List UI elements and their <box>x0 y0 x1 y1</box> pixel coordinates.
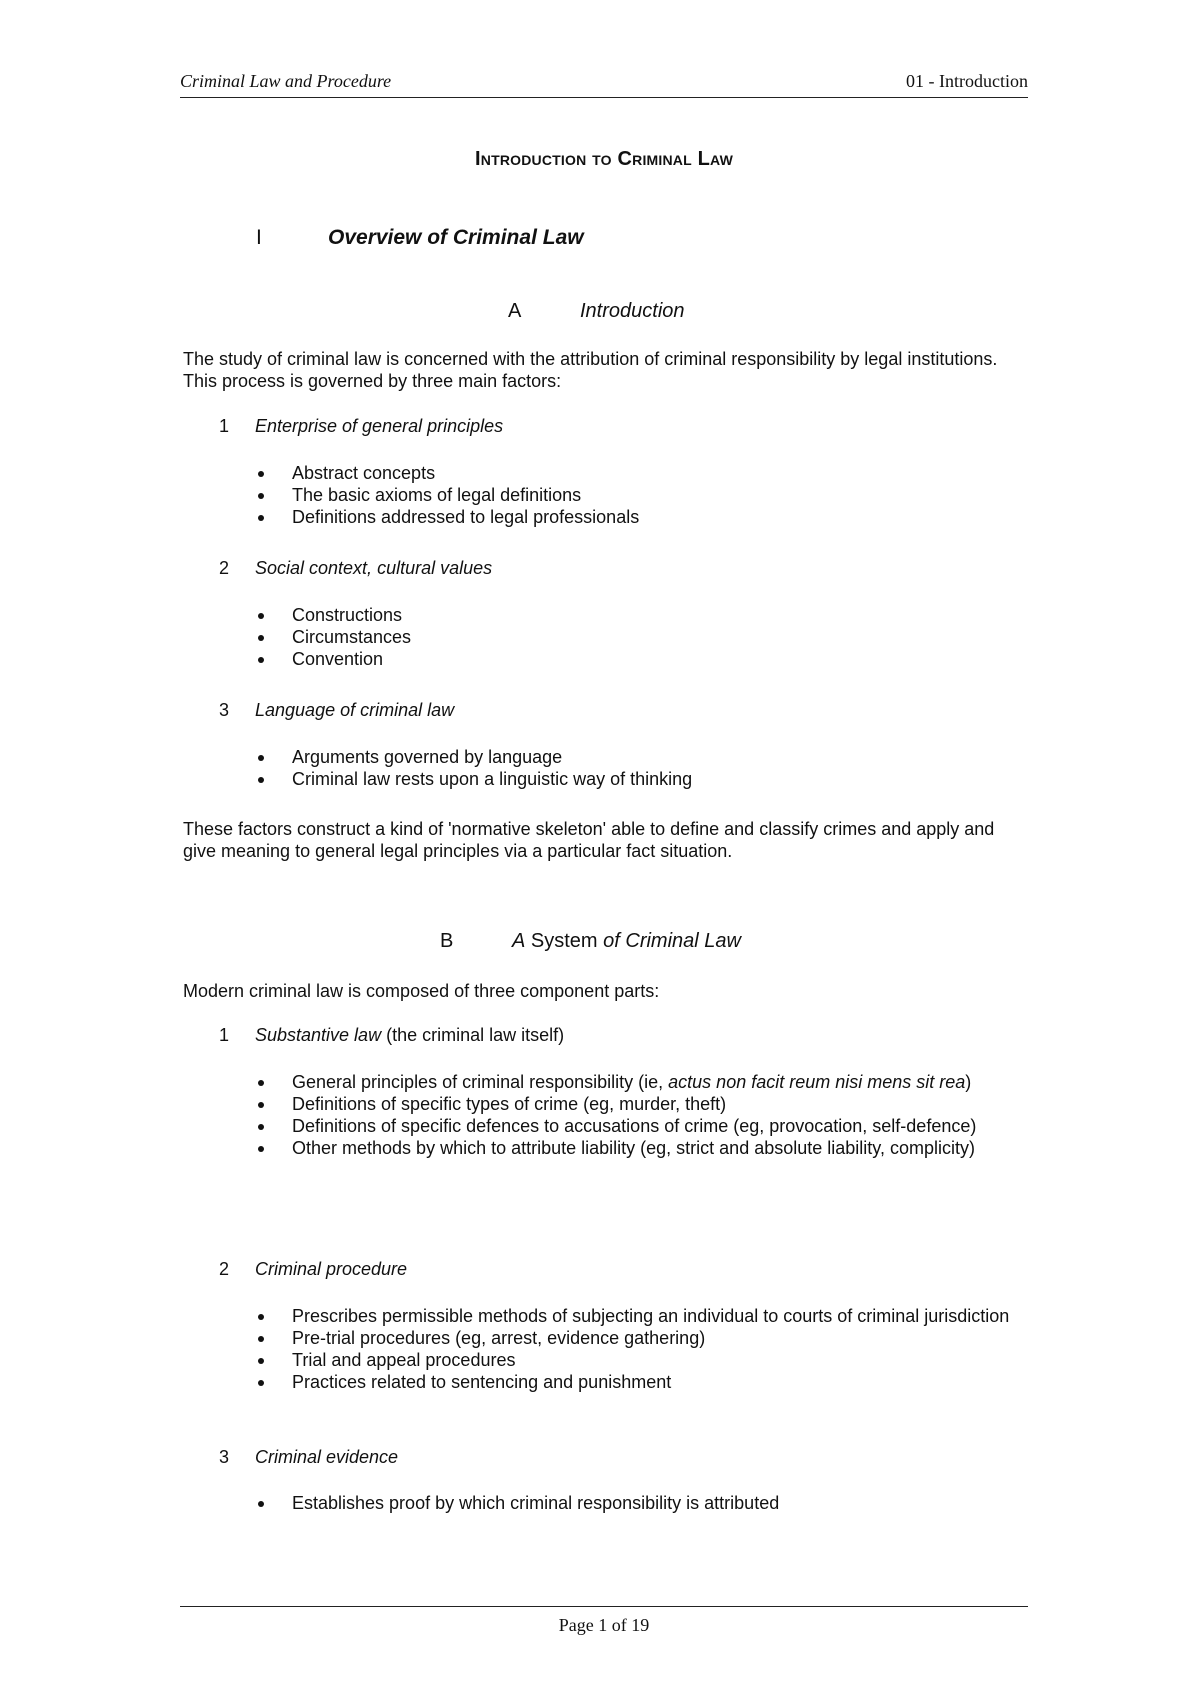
component-number: 1 <box>219 1025 230 1045</box>
subsection-letter: A <box>508 300 522 322</box>
list-item: Definitions of specific defences to accusations of crime (eg, provocation, self-defence) <box>256 1115 1026 1137</box>
bullet-list <box>256 1492 1026 1514</box>
document-title: Introduction to Criminal Law <box>475 148 733 170</box>
factor-title: Social context, cultural values <box>255 558 493 578</box>
subsection-title-part: System <box>525 930 604 952</box>
factor-heading <box>219 415 503 437</box>
list-item: Other methods by which to attribute liability (eg, strict and absolute liability, complicity) <box>256 1137 1026 1159</box>
page-footer <box>180 1606 1028 1636</box>
factor-heading <box>219 699 454 721</box>
list-item: Practices related to sentencing and punishment <box>256 1371 1026 1393</box>
list-item: Convention <box>256 648 1026 670</box>
page-number: Page 1 of 19 <box>558 1615 650 1635</box>
list-item: Pre-trial procedures (eg, arrest, evidence gathering) <box>256 1327 1026 1349</box>
bullet-list <box>256 1071 1026 1159</box>
conclusion-paragraph: These factors construct a kind of 'normative skeleton' able to define and classify crimes and apply and give meaning to general legal principles via a particular fact situation. <box>183 819 995 861</box>
subsection-letter: B <box>440 930 454 952</box>
factor-number: 1 <box>219 416 230 436</box>
intro-paragraph: Modern criminal law is composed of three component parts: <box>183 981 660 1001</box>
list-item: Establishes proof by which criminal responsibility is attributed <box>256 1492 1026 1514</box>
header-course-title: Criminal Law and Procedure <box>180 71 392 91</box>
factor-title: Enterprise of general principles <box>255 416 504 436</box>
section-title: Overview of Criminal Law <box>328 226 584 249</box>
factor-heading <box>219 557 492 579</box>
component-heading <box>219 1024 564 1046</box>
factor-number: 3 <box>219 700 230 720</box>
subsection-title: Introduction <box>580 300 685 322</box>
bullet-list <box>256 462 1026 528</box>
list-item: Circumstances <box>256 626 1026 648</box>
bullet-list <box>256 604 1026 670</box>
component-title: Criminal procedure <box>255 1259 408 1279</box>
latin-maxim: actus non facit reum nisi mens sit rea <box>668 1072 966 1092</box>
list-item: Trial and appeal procedures <box>256 1349 1026 1371</box>
component-heading <box>219 1446 398 1468</box>
page-header <box>180 68 1028 98</box>
header-chapter: 01 - Introduction <box>906 71 1028 91</box>
subsection-title-part: of Criminal Law <box>603 930 741 952</box>
list-item: Criminal law rests upon a linguistic way of thinking <box>256 768 1026 790</box>
bullet-list <box>256 1305 1026 1393</box>
list-item: Definitions of specific types of crime (eg, murder, theft) <box>256 1093 1026 1115</box>
component-heading <box>219 1258 407 1280</box>
component-subtitle: (the criminal law itself) <box>381 1025 565 1045</box>
factor-title: Language of criminal law <box>255 700 455 720</box>
list-item: Arguments governed by language <box>256 746 1026 768</box>
bullet-list <box>256 746 1026 790</box>
subsection-title <box>512 930 741 953</box>
component-title: Substantive law <box>255 1025 382 1045</box>
list-item: The basic axioms of legal definitions <box>256 484 1026 506</box>
component-number: 3 <box>219 1447 230 1467</box>
factor-number: 2 <box>219 558 230 578</box>
list-item-text: General principles of criminal responsibility (ie, <box>292 1072 669 1092</box>
list-item: Definitions addressed to legal professionals <box>256 506 1026 528</box>
list-item: Abstract concepts <box>256 462 1026 484</box>
subsection-title-part: A <box>512 930 526 952</box>
list-item-text: ) <box>965 1072 972 1092</box>
list-item <box>256 1071 1026 1093</box>
list-item: Constructions <box>256 604 1026 626</box>
component-title: Criminal evidence <box>255 1447 399 1467</box>
intro-paragraph: The study of criminal law is concerned with the attribution of criminal responsibility by legal institutions. This process is governed by three main factors: <box>183 349 998 391</box>
component-number: 2 <box>219 1259 230 1279</box>
section-number: I <box>256 226 262 249</box>
list-item: Prescribes permissible methods of subjecting an individual to courts of criminal jurisdiction <box>256 1305 1026 1327</box>
